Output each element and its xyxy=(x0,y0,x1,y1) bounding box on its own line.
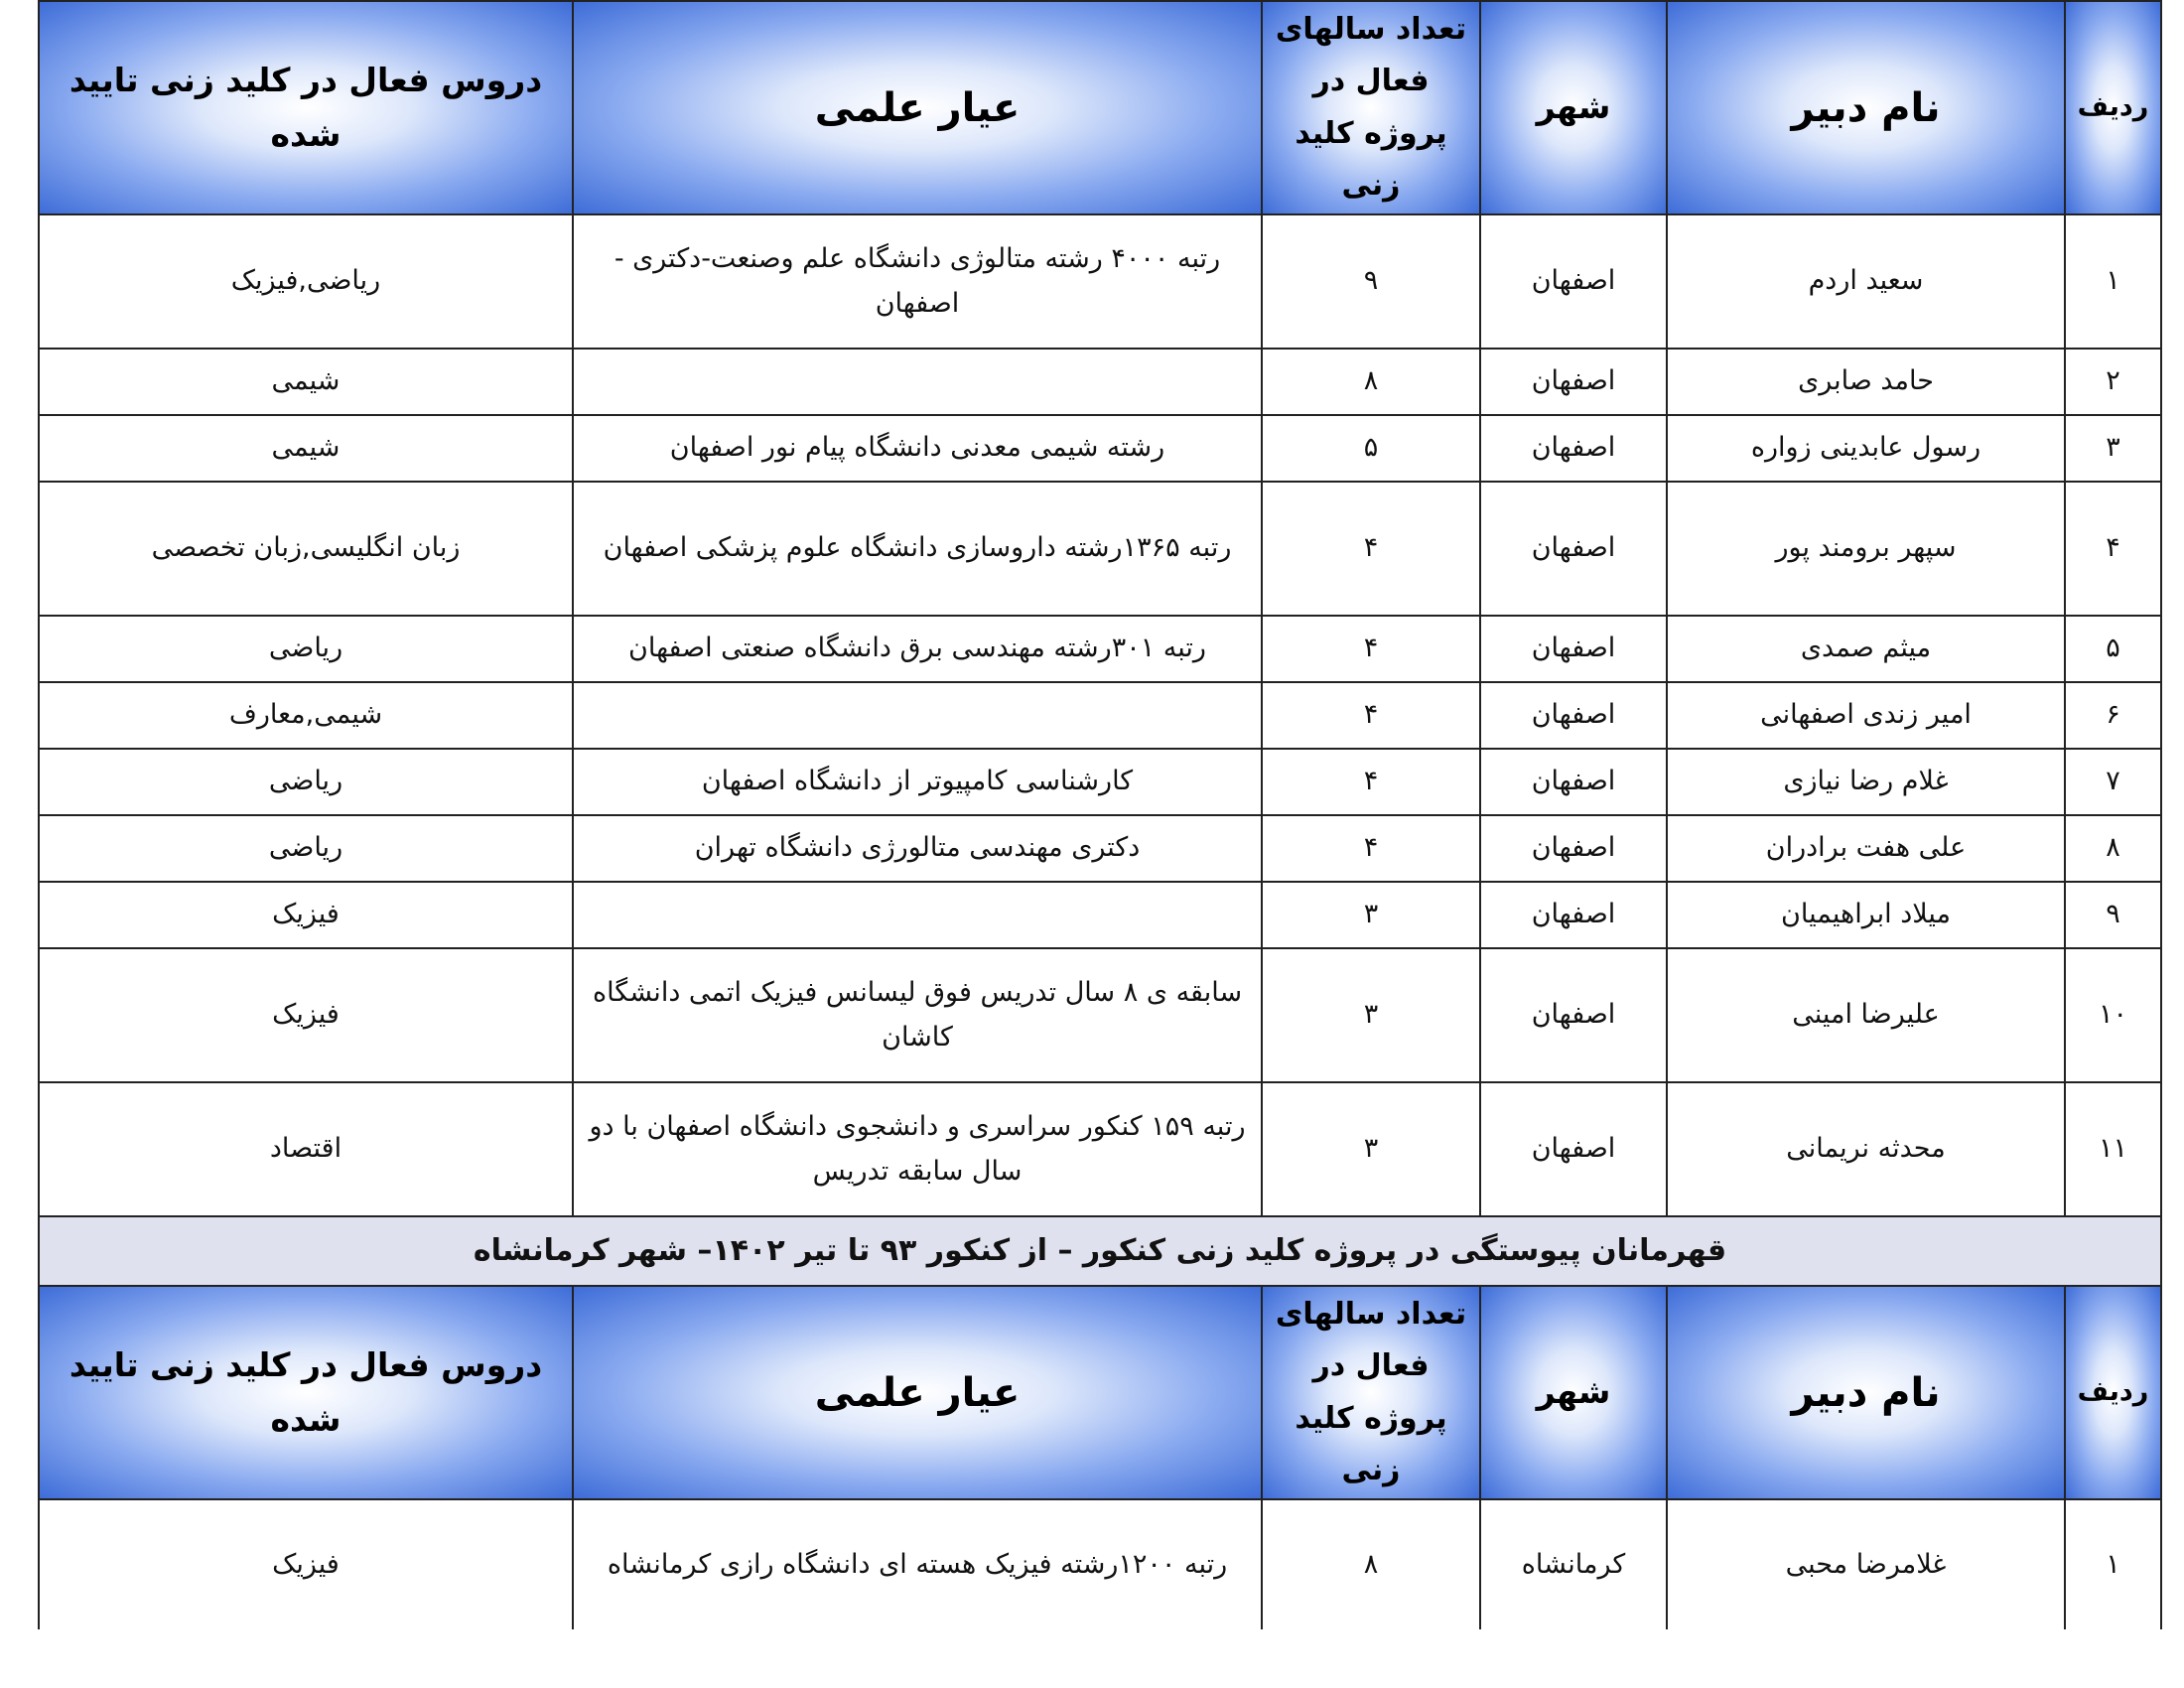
city: اصفهان xyxy=(1480,682,1667,749)
table-header xyxy=(39,1286,2161,1499)
approved-courses: شیمی xyxy=(39,349,573,415)
approved-courses: فیزیک xyxy=(39,882,573,948)
active-years: ۴ xyxy=(1262,482,1480,616)
active-years: ۹ xyxy=(1262,214,1480,349)
header-city: شهر xyxy=(1480,1,1667,214)
table-header xyxy=(39,1,2161,214)
active-years: ۵ xyxy=(1262,415,1480,482)
table-row xyxy=(39,349,2161,415)
teacher-name: میلاد ابراهیمیان xyxy=(1667,882,2065,948)
row-number: ۱ xyxy=(2065,214,2161,349)
scientific-level: دکتری مهندسی متالورژی دانشگاه تهران xyxy=(573,815,1262,882)
city: کرمانشاه xyxy=(1480,1499,1667,1629)
header-teacher-name: نام دبیر xyxy=(1667,1,2065,214)
row-number: ۲ xyxy=(2065,349,2161,415)
table-row xyxy=(39,749,2161,815)
scientific-level xyxy=(573,349,1262,415)
teacher-name: رسول عابدینی زواره xyxy=(1667,415,2065,482)
header-teacher-name: نام دبیر xyxy=(1667,1286,2065,1499)
approved-courses: فیزیک xyxy=(39,1499,573,1629)
active-years: ۸ xyxy=(1262,1499,1480,1629)
row-number: ۳ xyxy=(2065,415,2161,482)
section-title-row xyxy=(39,1216,2161,1286)
active-years: ۳ xyxy=(1262,948,1480,1082)
teachers-table xyxy=(38,0,2162,1629)
city: اصفهان xyxy=(1480,214,1667,349)
teacher-name: غلام رضا نیازی xyxy=(1667,749,2065,815)
scientific-level: سابقه ی ۸ سال تدریس فوق لیسانس فیزیک اتمی دانشگاه کاشان xyxy=(573,948,1262,1082)
table-row xyxy=(39,948,2161,1082)
scientific-level: کارشناسی کامپیوتر از دانشگاه اصفهان xyxy=(573,749,1262,815)
approved-courses: ریاضی xyxy=(39,749,573,815)
header-approved-courses: دروس فعال در کلید زنی تایید شده xyxy=(39,1286,573,1499)
teacher-name: سپهر برومند پور xyxy=(1667,482,2065,616)
city: اصفهان xyxy=(1480,948,1667,1082)
teacher-name: میثم صمدی xyxy=(1667,616,2065,682)
approved-courses: اقتصاد xyxy=(39,1082,573,1216)
city: اصفهان xyxy=(1480,482,1667,616)
teacher-name: محدثه نریمانی xyxy=(1667,1082,2065,1216)
row-number: ۱۱ xyxy=(2065,1082,2161,1216)
header-row-number: ردیف xyxy=(2065,1286,2161,1499)
table-row xyxy=(39,616,2161,682)
table-row xyxy=(39,682,2161,749)
scientific-level: رتبه ۱۵۹ کنکور سراسری و دانشجوی دانشگاه اصفهان با دو سال سابقه تدریس xyxy=(573,1082,1262,1216)
city: اصفهان xyxy=(1480,815,1667,882)
header-approved-courses: دروس فعال در کلید زنی تایید شده xyxy=(39,1,573,214)
teacher-name: سعید اردم xyxy=(1667,214,2065,349)
active-years: ۴ xyxy=(1262,815,1480,882)
active-years: ۴ xyxy=(1262,749,1480,815)
row-number: ۱ xyxy=(2065,1499,2161,1629)
city: اصفهان xyxy=(1480,1082,1667,1216)
row-number: ۸ xyxy=(2065,815,2161,882)
table-row xyxy=(39,214,2161,349)
row-number: ۹ xyxy=(2065,882,2161,948)
approved-courses: ریاضی,فیزیک xyxy=(39,214,573,349)
active-years: ۳ xyxy=(1262,1082,1480,1216)
table-row xyxy=(39,482,2161,616)
approved-courses: شیمی xyxy=(39,415,573,482)
row-number: ۷ xyxy=(2065,749,2161,815)
scientific-level xyxy=(573,682,1262,749)
teacher-name: حامد صابری xyxy=(1667,349,2065,415)
approved-courses: ریاضی xyxy=(39,815,573,882)
teacher-name: غلامرضا محبی xyxy=(1667,1499,2065,1629)
row-number: ۵ xyxy=(2065,616,2161,682)
table-row xyxy=(39,815,2161,882)
scientific-level: رتبه ۱۲۰۰رشته فیزیک هسته ای دانشگاه رازی کرمانشاه xyxy=(573,1499,1262,1629)
city: اصفهان xyxy=(1480,882,1667,948)
table-row xyxy=(39,415,2161,482)
approved-courses: زبان انگلیسی,زبان تخصصی xyxy=(39,482,573,616)
active-years: ۸ xyxy=(1262,349,1480,415)
active-years: ۴ xyxy=(1262,682,1480,749)
teacher-name: علیرضا امینی xyxy=(1667,948,2065,1082)
active-years: ۳ xyxy=(1262,882,1480,948)
scientific-level: رتبه ۴۰۰۰ رشته متالوژی دانشگاه علم وصنعت-دکتری - اصفهان xyxy=(573,214,1262,349)
approved-courses: فیزیک xyxy=(39,948,573,1082)
scientific-level xyxy=(573,882,1262,948)
scientific-level: رتبه ۳۰۱رشته مهندسی برق دانشگاه صنعتی اصفهان xyxy=(573,616,1262,682)
city: اصفهان xyxy=(1480,749,1667,815)
row-number: ۶ xyxy=(2065,682,2161,749)
teacher-name: علی هفت برادران xyxy=(1667,815,2065,882)
table-row xyxy=(39,1082,2161,1216)
row-number: ۱۰ xyxy=(2065,948,2161,1082)
city: اصفهان xyxy=(1480,616,1667,682)
teacher-name: امیر زندی اصفهانی xyxy=(1667,682,2065,749)
table-row xyxy=(39,1499,2161,1629)
scientific-level: رتبه ۱۳۶۵رشته داروسازی دانشگاه علوم پزشکی اصفهان xyxy=(573,482,1262,616)
scientific-level: رشته شیمی معدنی دانشگاه پیام نور اصفهان xyxy=(573,415,1262,482)
row-number: ۴ xyxy=(2065,482,2161,616)
header-scientific-level: عیار علمی xyxy=(573,1,1262,214)
approved-courses: ریاضی xyxy=(39,616,573,682)
header-city: شهر xyxy=(1480,1286,1667,1499)
header-active-years: تعداد سالهای فعال در پروژه کلید زنی xyxy=(1262,1286,1480,1499)
city: اصفهان xyxy=(1480,349,1667,415)
city: اصفهان xyxy=(1480,415,1667,482)
header-row-number: ردیف xyxy=(2065,1,2161,214)
section-title: قهرمانان پیوستگی در پروژه کلید زنی کنکور – از کنکور ۹۳ تا تیر ۱۴۰۲– شهر کرمانشاه xyxy=(39,1216,2161,1286)
approved-courses: شیمی,معارف xyxy=(39,682,573,749)
header-scientific-level: عیار علمی xyxy=(573,1286,1262,1499)
header-active-years: تعداد سالهای فعال در پروژه کلید زنی xyxy=(1262,1,1480,214)
table-row xyxy=(39,882,2161,948)
active-years: ۴ xyxy=(1262,616,1480,682)
